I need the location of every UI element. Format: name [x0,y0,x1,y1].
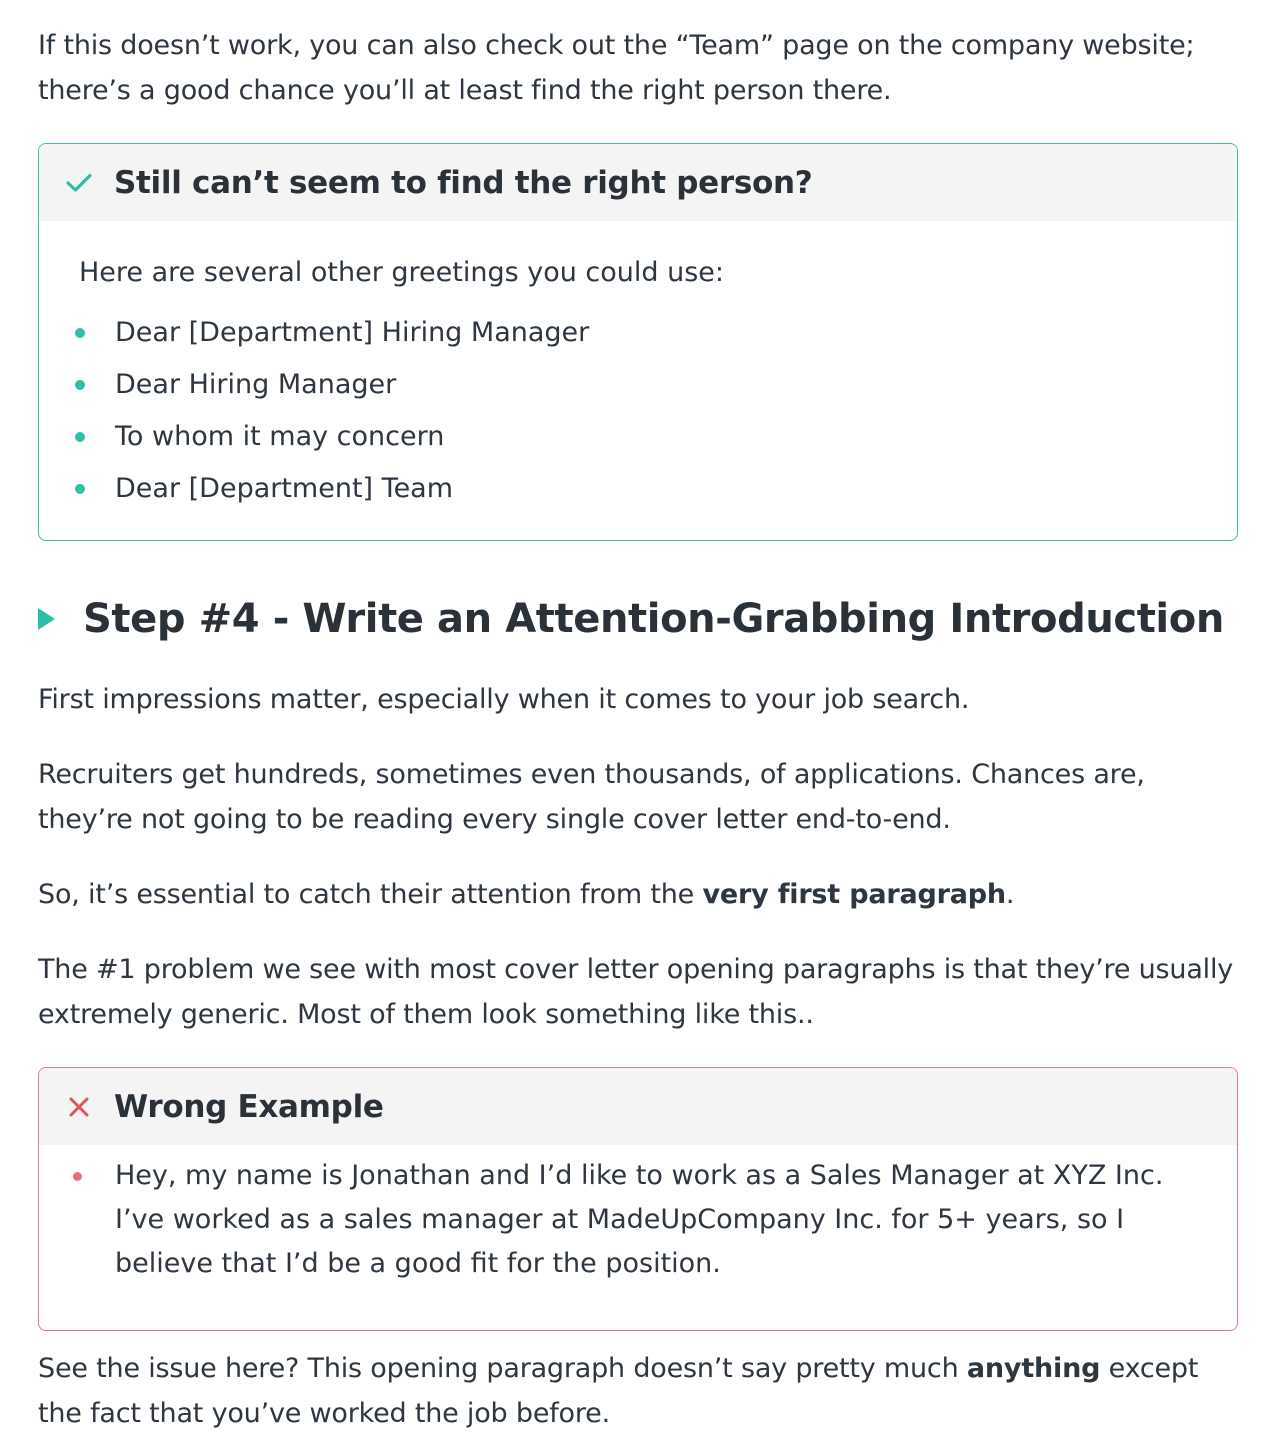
tip-box-lead: Here are several other greetings you could use: [79,257,725,288]
bold-text: anything [966,1353,1101,1384]
list-item [79,359,1237,411]
bullet-dot-icon [75,484,85,494]
bullet-dot-icon [75,432,85,442]
bullet-dot-icon [75,328,85,338]
paragraph-text: See the issue here? This opening paragraph doesn’t say pretty much [38,1353,967,1384]
intro-paragraph: If this doesn’t work, you can also check out the “Team” page on the company website; there’s a good chance you’ll at least find the right person there. [38,30,1195,106]
paragraph-text: except the fact that you’ve worked the job before. [38,1353,1199,1429]
paragraph [38,1346,1238,1436]
greeting-list [79,307,1237,515]
list-item [79,307,1237,359]
wrong-example-box [38,1067,1238,1331]
tip-box-title: Still can’t seem to find the right person? [114,164,813,201]
section-heading: Step #4 - Write an Attention-Grabbing Introduction [83,596,1224,642]
list-item [115,1154,1207,1286]
list-item-text: Dear [Department] Team [115,473,454,504]
paragraph: First impressions matter, especially when it comes to your job search. [38,684,970,715]
bold-text: very first paragraph [702,879,1006,910]
checkmark-icon [66,170,92,196]
paragraph: Recruiters get hundreds, sometimes even thousands, of applications. Chances are, they’re not going to be reading every single cover letter end-to-end. [38,759,1145,835]
bullet-dot-icon [73,1172,82,1181]
bullet-dot-icon [75,380,85,390]
list-item-text: Dear [Department] Hiring Manager [115,317,590,348]
paragraph: The #1 problem we see with most cover letter opening paragraphs is that they’re usually extremely generic. Most of them look something like this.. [38,954,1234,1030]
list-item [79,411,1237,463]
list-item-text: Hey, my name is Jonathan and I’d like to work as a Sales Manager at XYZ Inc. I’ve worked as a sales manager at MadeUpCompany Inc. for 5+ years, so I believe that I’d be a good fit for the position. [115,1160,1164,1279]
triangle-right-icon [38,608,55,630]
wrong-box-title: Wrong Example [114,1088,384,1125]
tip-box-body [39,221,1237,515]
list-item-text: To whom it may concern [115,421,445,452]
list-item-text: Dear Hiring Manager [115,369,397,400]
tip-box-header [39,144,1237,221]
cross-icon [66,1094,92,1120]
wrong-box-body [39,1145,1237,1286]
tip-box [38,143,1238,541]
wrong-example-list [115,1154,1207,1286]
paragraph-text: . [1005,879,1015,910]
wrong-box-header [39,1068,1237,1145]
step-heading [38,596,1224,642]
paragraph-text: So, it’s essential to catch their attention from the [38,879,703,910]
paragraph [38,872,1238,917]
list-item [79,463,1237,515]
